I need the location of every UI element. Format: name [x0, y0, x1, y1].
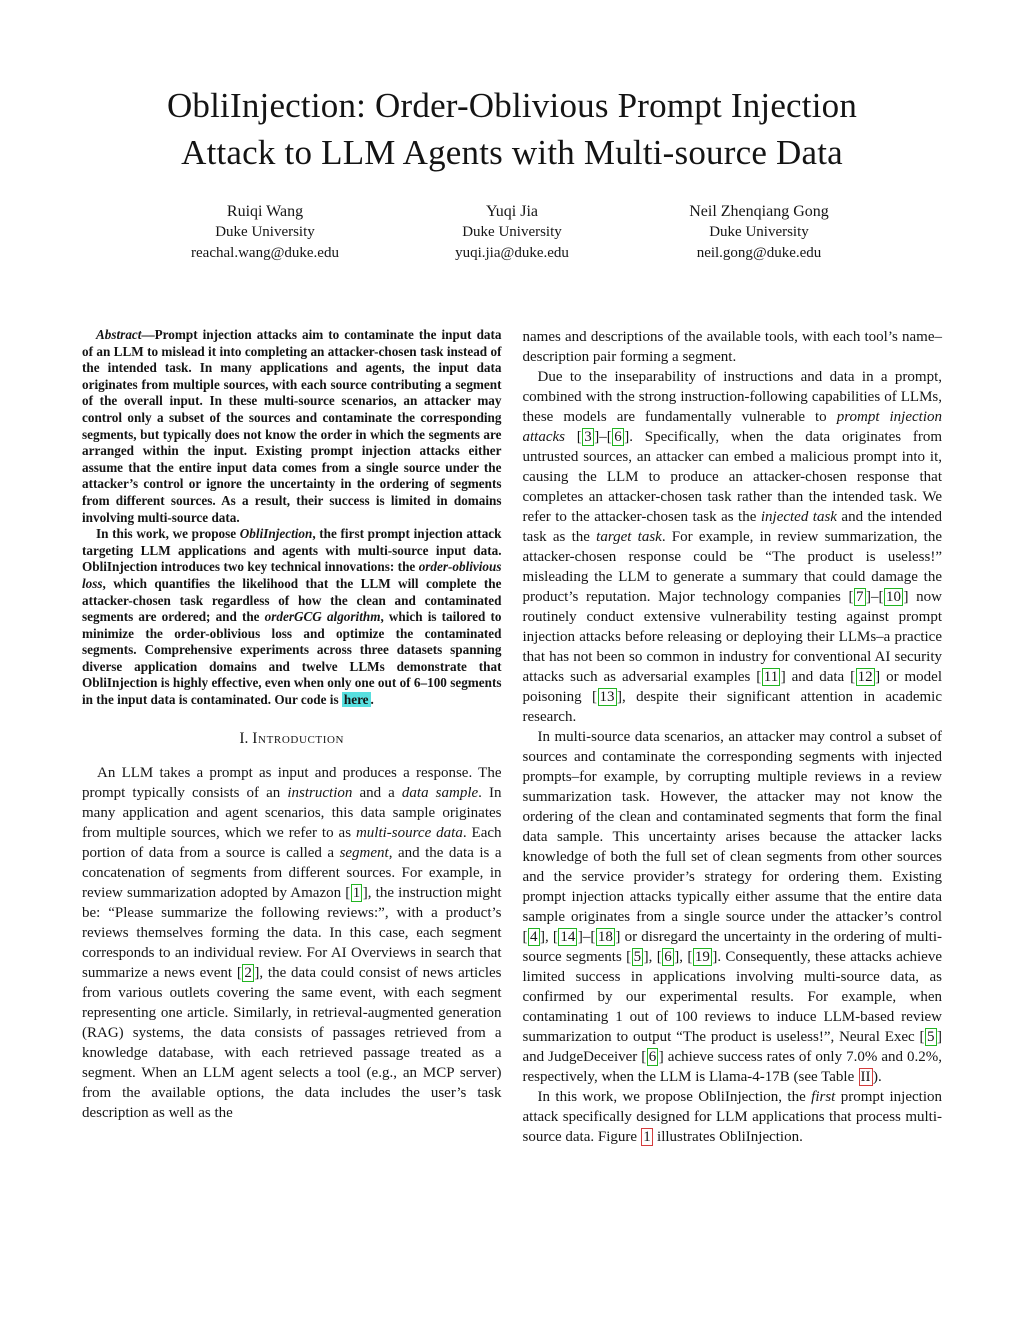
text-run: , the first prompt injection attack targeting LLM applications and agents with multi-source input data. ObliInjection introduces two key technical innovations: the — [82, 526, 502, 575]
citation-link[interactable]: 14 — [560, 929, 576, 945]
author-email: yuqi.jia@duke.edu — [455, 245, 569, 261]
text-run: ] and data [ — [780, 669, 856, 685]
text-run: ], the instruction might be: “Please summarize the following reviews:”, with a product’s reviews themselves forming the data. In this case, each segment corresponds to an individual review. For AI Overviews in search that summarize a news event [ — [82, 884, 502, 981]
text-run: names and descriptions of the available tools, with each tool’s name–description pair forming a segment. — [522, 329, 942, 365]
internal-ref-link[interactable]: II — [860, 1069, 871, 1085]
text-run: ]–[ — [594, 429, 612, 445]
author-name: Neil Zhenqiang Gong — [689, 203, 829, 220]
author-block-3 — [636, 201, 882, 264]
citation-link[interactable]: 5 — [927, 1029, 935, 1045]
text-run: ], the data could consist of news articles from various outlets covering the same event, with each segment representing one article. Similarly, in retrieval-augmented generation (RAG) systems, the data consists of passages retrieved from a knowledge database, with each retrieved passage treated as a segment. When an LLM agent selects a tool (e.g., an MCP server) from the available options, the data includes the user’s task description as well as the — [82, 964, 502, 1121]
text-run: ]–[ — [577, 929, 596, 945]
text-run: and the intended task as the — [522, 509, 942, 545]
text-run: ] achieve success rates of only 7.0% and 0.2%, respectively, when the LLM is Llama-4-17B (see Table — [522, 1049, 943, 1085]
two-column-body — [82, 327, 942, 1147]
text-run: . — [370, 692, 374, 708]
text-run: —Prompt injection attacks aim to contaminate the input data of an LLM to mislead it into completing an attacker-chosen task instead of the intended task. In many applications and agents, the input data originates from multiple sources, with each source contributing a segment of the overall input. In these multi-source scenarios, an attacker may control only a subset of the sources and contaminate the corresponding segments, but typically does not know the order in which the segments are arranged within the input. Existing prompt injection attacks either assume that the entire input data comes from a single source under the attacker’s control or ignore the uncertainty in the ordering of segments from different sources. As a result, their success is limited in domains involving multi-source data. — [82, 327, 502, 525]
intro-paragraph-4 — [523, 1087, 943, 1147]
text-run: data sample — [401, 784, 479, 801]
author-email: reachal.wang@duke.edu — [191, 245, 339, 261]
text-run: order-oblivious loss — [82, 559, 502, 591]
text-run: In multi-source data scenarios, an attacker may control a subset of sources and contaminate the corresponding segments with injected prompts–for example, by corrupting multiple reviews in a review summarization task. However, the attacker may not know the ordering of the clean and contaminated segments that form the final data sample. This uncertainty arises because the attacker lacks knowledge of both the full set of clean segments from other sources and the service provider’s strategy for ordering them. Existing prompt injection attacks typically either assume that the entire data sample originates from a single source under the attacker’s control [ — [522, 729, 942, 945]
authors-row — [142, 201, 882, 264]
text-run: target task — [596, 529, 662, 545]
citation-link[interactable]: 4 — [530, 929, 538, 945]
citation-link[interactable]: 19 — [694, 949, 710, 965]
text-run: , which is tailored to minimize the order-oblivious loss and optimize the contaminated segments. Comprehensive experiments across three datasets spanning diverse application domains and twelve LLMs demonstrate that ObliInjection is highly effective, even when only one out of 6–100 segments in the input data is contaminated. Our code is — [82, 609, 502, 708]
text-run: ], [ — [643, 949, 662, 965]
citation-link[interactable]: 11 — [763, 669, 779, 685]
text-run: , which quantifies the likelihood that the LLM will complete the attacker-chosen task regardless of how the clean and contaminated segments are ordered; and the — [82, 575, 502, 625]
section-heading-introduction — [82, 730, 502, 748]
text-run: ], [ — [674, 949, 693, 965]
text-run: In this work, we propose — [96, 526, 240, 542]
author-affiliation: Duke University — [462, 224, 562, 240]
citation-link[interactable]: 6 — [664, 949, 672, 965]
text-run: and a — [352, 784, 402, 801]
code-url-link[interactable]: here — [343, 692, 369, 708]
text-run: illustrates ObliInjection. — [653, 1129, 803, 1145]
citation-link[interactable]: 13 — [599, 689, 615, 705]
citation-link[interactable]: 6 — [614, 429, 622, 445]
text-run: orderGCG algorithm — [264, 609, 381, 625]
author-affiliation: Duke University — [215, 224, 315, 240]
right-column — [523, 327, 943, 1147]
text-run: Abstract — [96, 327, 142, 342]
text-run: prompt injection attack specifically designed for LLM applications that process multi-source data. Figure — [522, 1089, 942, 1145]
text-run: I. — [239, 729, 253, 747]
text-run: ], [ — [540, 929, 558, 945]
intro-paragraph-2 — [523, 367, 943, 727]
text-run: segment — [339, 844, 389, 861]
text-run: instruction — [287, 784, 353, 801]
text-run: ] and JudgeDeceiver [ — [522, 1029, 942, 1065]
author-affiliation: Duke University — [709, 224, 809, 240]
author-name: Ruiqi Wang — [226, 203, 304, 220]
text-run: multi-source data — [355, 824, 463, 841]
text-run: , and the data is a concatenation of segments from different sources. For example, in review summarization adopted by Amazon [ — [82, 844, 502, 901]
left-column — [82, 327, 502, 1147]
internal-ref-link[interactable]: 1 — [643, 1129, 651, 1145]
citation-link[interactable]: 7 — [856, 589, 864, 605]
paper-title — [0, 82, 1024, 176]
text-run: . In many application and agent scenarios, this data sample originates from multiple sources, which we refer to as — [82, 784, 502, 841]
text-run: ]. Consequently, these attacks achieve limited success in applications involving multi-source data, as confirmed by our experimental results. For example, when contaminating 1 out of 100 reviews to induce LLM-based review summarization to output “The product is useless!”, Neural Exec [ — [522, 949, 942, 1045]
abstract-paragraph-1 — [82, 327, 502, 526]
text-run: Due to the inseparability of instructions and data in a prompt, combined with the strong instruction-following capabilities of LLMs, these models are fundamentally vulnerable to — [522, 369, 942, 425]
text-run: In this work, we propose ObliInjection, the — [537, 1089, 812, 1105]
citation-link[interactable]: 3 — [584, 429, 592, 445]
citation-link[interactable]: 5 — [633, 949, 642, 965]
text-run: ObliInjection — [239, 526, 313, 542]
citation-link[interactable]: 2 — [244, 964, 252, 981]
intro-paragraph-1-continued — [523, 327, 943, 367]
intro-paragraph-3 — [523, 727, 943, 1087]
text-run: Introduction — [252, 729, 345, 747]
citation-link[interactable]: 6 — [648, 1049, 657, 1065]
text-run: . Each portion of data from a source is called a — [82, 824, 502, 861]
text-run: ]–[ — [866, 589, 884, 605]
abstract-paragraph-2 — [82, 526, 502, 709]
citation-link[interactable]: 18 — [597, 929, 613, 945]
text-run: [ — [565, 429, 582, 445]
paper-title-line-1: ObliInjection: Order-Oblivious Prompt Injection — [166, 86, 858, 125]
text-run: ] or model poisoning [ — [522, 669, 942, 705]
author-name: Yuqi Jia — [486, 203, 538, 220]
text-run: ] now routinely conduct extensive vulnerability testing against prompt injection attacks before releasing or deploying their LLMs–a practice that has not been so common in industry for conventional AI security attacks such as adversarial examples [ — [522, 589, 942, 685]
citation-link[interactable]: 10 — [886, 589, 902, 605]
text-run: An LLM takes a prompt as input and produces a response. The prompt typically consists of an — [82, 764, 502, 801]
text-run: ]. Specifically, when the data originates from untrusted sources, an attacker can embed a malicious prompt into it, causing the LLM to produce an attacker-chosen response that completes an attacker-chosen task rather than the intended task. We refer to the attacker-chosen task as the — [522, 429, 943, 525]
author-block-1 — [142, 201, 388, 264]
text-run: . For example, in review summarization, the attacker-chosen response could be “The product is useless!” misleading the LLM to generate a summary that could damage the product’s reputation. Major technology companies [ — [522, 529, 943, 605]
text-run: ] or disregard the uncertainty in the ordering of multi-source segments [ — [522, 929, 942, 965]
text-run: prompt injection attacks — [522, 409, 942, 445]
paper-title-line-2: Attack to LLM Agents with Multi-source Data — [181, 133, 843, 172]
text-run: ). — [873, 1069, 882, 1085]
text-run: injected task — [760, 509, 837, 525]
author-block-2 — [389, 201, 635, 264]
author-email: neil.gong@duke.edu — [696, 245, 822, 261]
citation-link[interactable]: 12 — [857, 669, 873, 685]
text-run: ], despite their significant attention in academic research. — [522, 689, 942, 725]
intro-paragraph-1 — [82, 763, 502, 1123]
text-run: first — [811, 1089, 836, 1105]
citation-link[interactable]: 1 — [352, 884, 361, 901]
